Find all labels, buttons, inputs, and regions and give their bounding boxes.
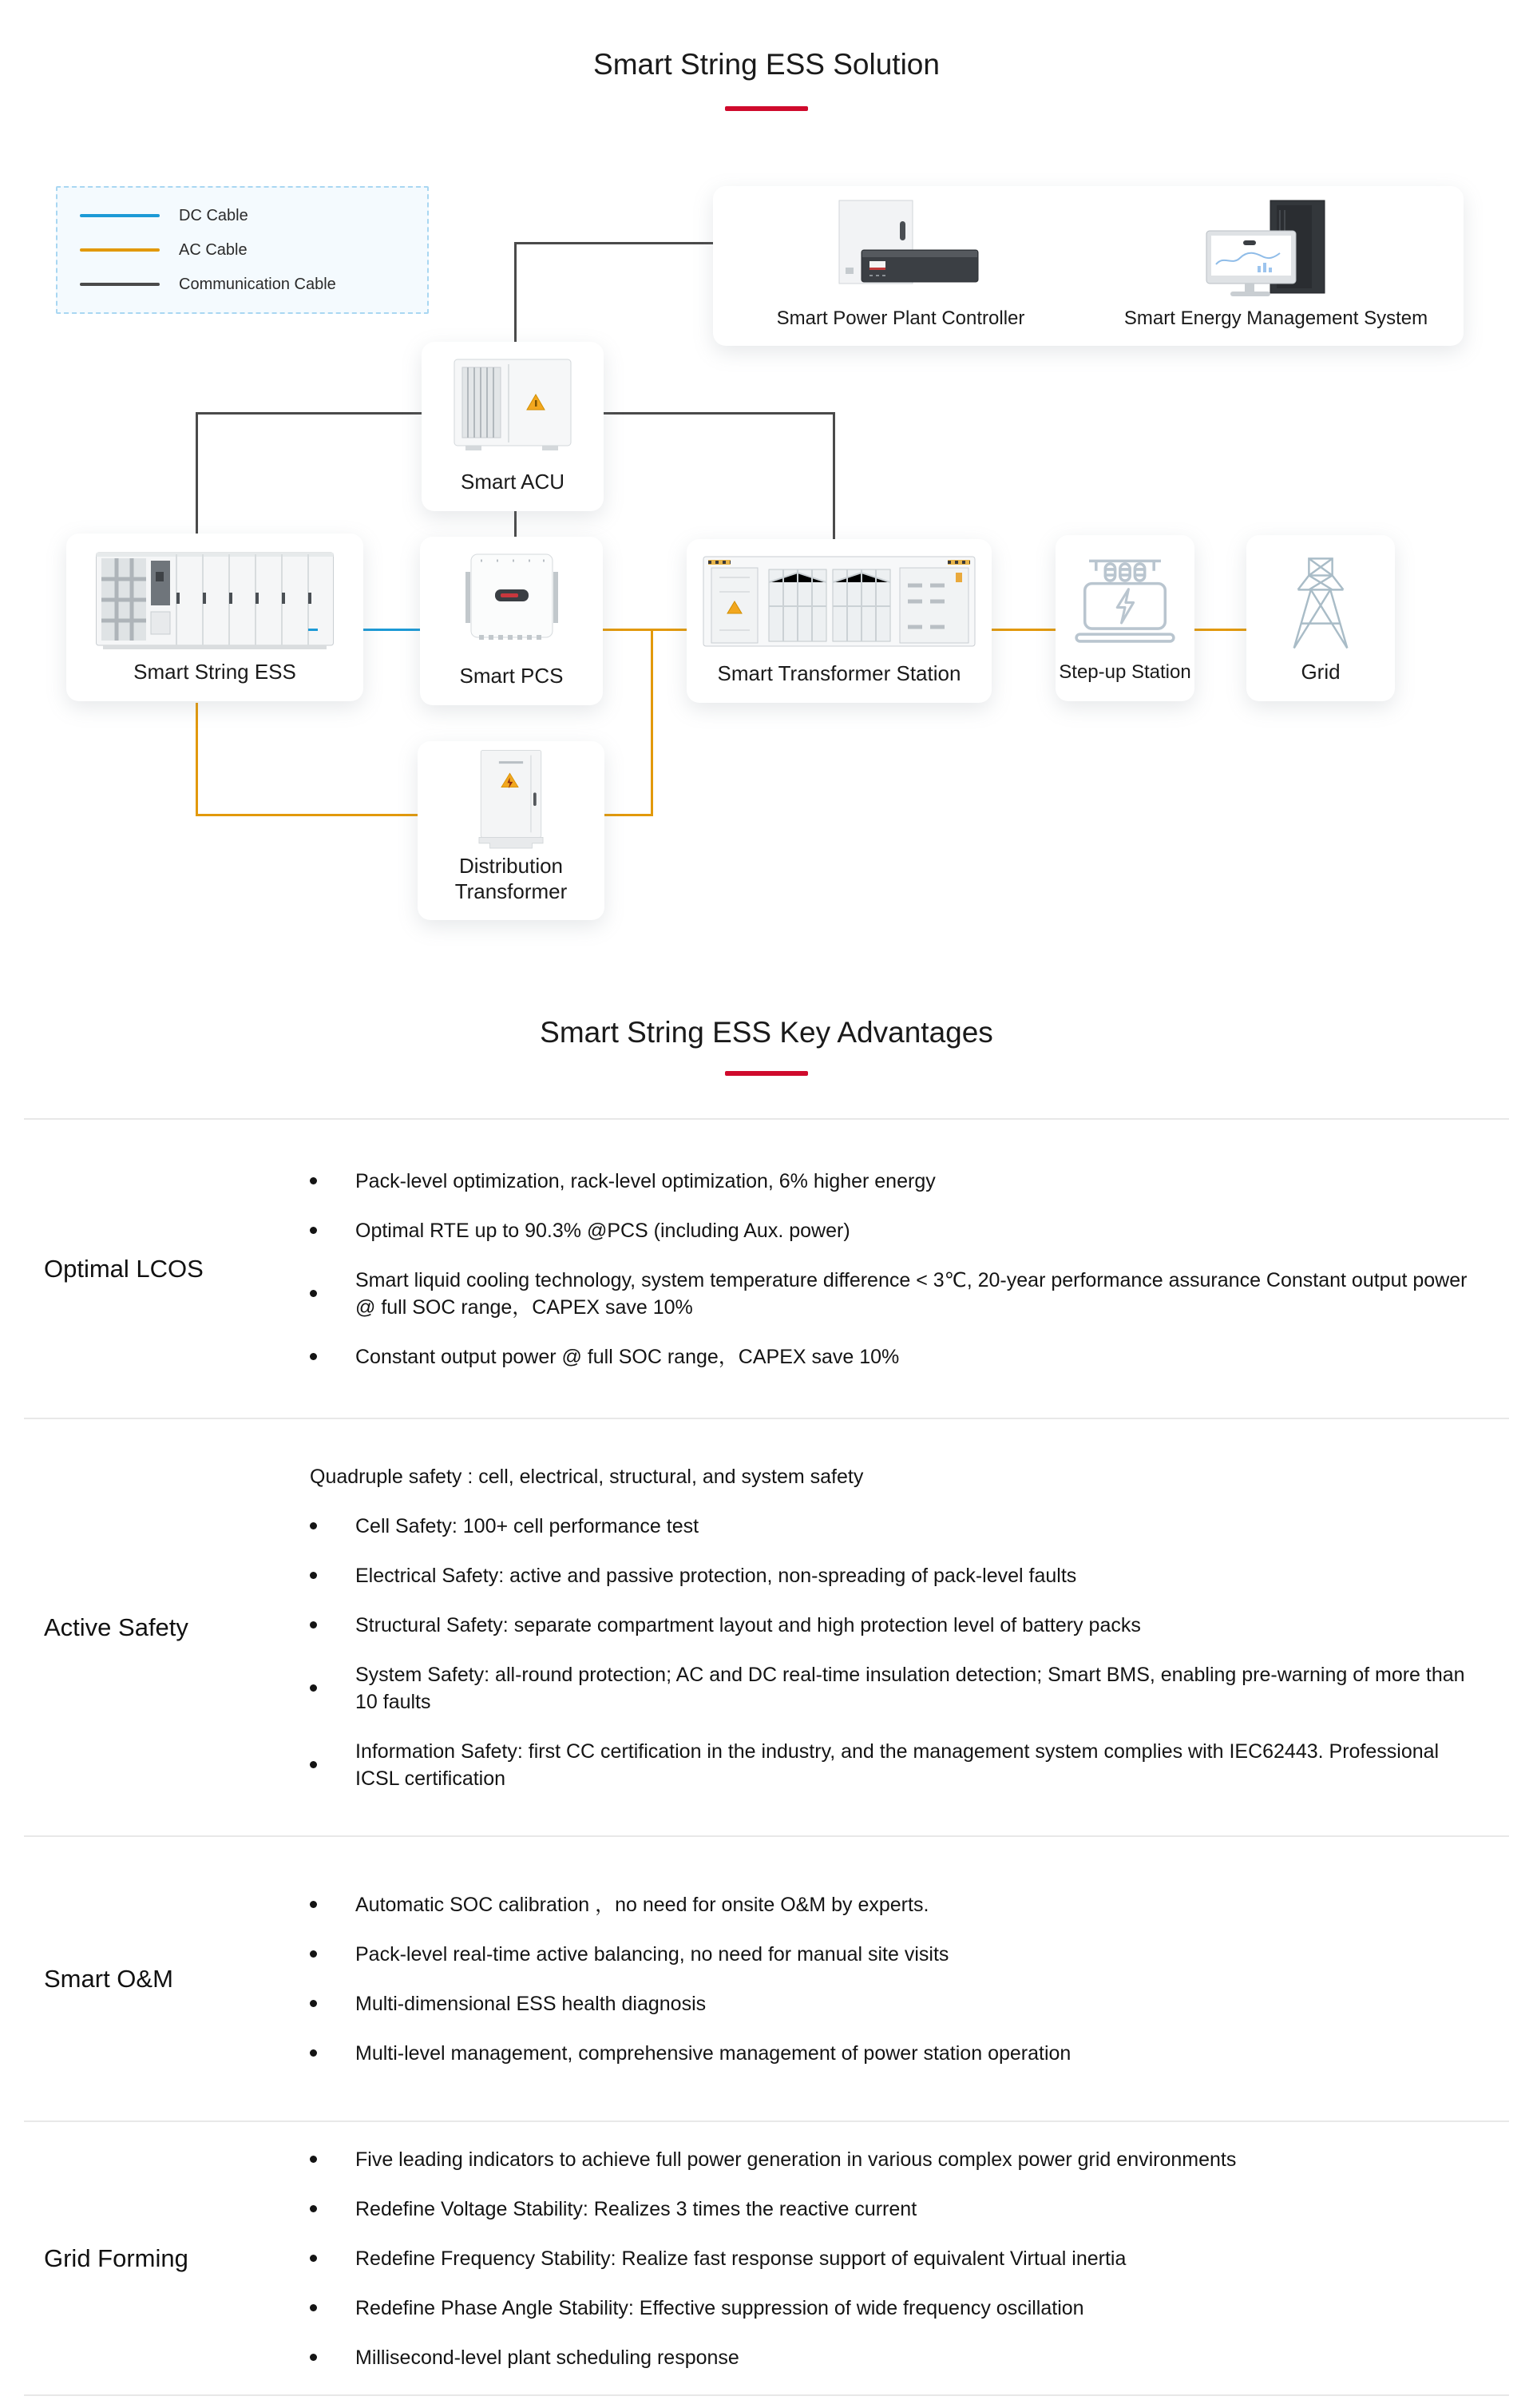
node-label: Distribution Transformer xyxy=(454,854,568,903)
advantage-list xyxy=(310,1168,1509,1371)
ac-cable-line xyxy=(196,703,198,816)
smart-power-plant-controller-illustration xyxy=(817,199,984,293)
advantages-title: Smart String ESS Key Advantages xyxy=(540,1016,993,1049)
node-label: Smart Power Plant Controller xyxy=(776,307,1025,329)
advantage-item: System Safety: all-round protection; AC and DC real-time insulation detection; Smart BMS, enabling pre-warning of more than 10 faults xyxy=(310,1661,1509,1716)
bullet-icon xyxy=(310,2304,317,2311)
node-label: Smart Energy Management System xyxy=(1123,307,1428,329)
advantage-item: Pack-level optimization, rack-level optimization, 6% higher energy xyxy=(310,1168,1509,1195)
node-smart-transformer-station xyxy=(687,539,992,703)
bullet-icon xyxy=(310,1761,317,1768)
node-label: Smart PCS xyxy=(459,664,564,688)
smart-acu-illustration xyxy=(453,356,572,454)
section-label: Optimal LCOS xyxy=(44,1254,204,1283)
communication-cable-swatch xyxy=(80,283,160,286)
legend-row-dc xyxy=(80,207,427,225)
legend-label: AC Cable xyxy=(179,240,248,259)
node-smart-energy-management-system xyxy=(1088,186,1464,346)
node-label: Smart ACU xyxy=(460,470,565,494)
section-label: Grid Forming xyxy=(44,2243,188,2272)
legend-row-ac xyxy=(80,241,427,260)
advantage-item: Multi-level management, comprehensive management of power station operation xyxy=(310,2040,1509,2067)
node-smart-pcs xyxy=(420,537,603,705)
solution-title-underline xyxy=(725,106,808,111)
communication-cable-line xyxy=(516,242,713,244)
advantage-item: Five leading indicators to achieve full power generation in various complex power grid environments xyxy=(310,2146,1509,2173)
communication-cable-line xyxy=(514,242,517,343)
bullet-icon xyxy=(310,2354,317,2361)
bullet-icon xyxy=(310,1177,317,1184)
advantage-item: Cell Safety: 100+ cell performance test xyxy=(310,1513,1509,1540)
bullet-icon xyxy=(310,1684,317,1692)
advantage-item: Redefine Phase Angle Stability: Effective suppression of wide frequency oscillation xyxy=(310,2295,1509,2322)
advantage-list xyxy=(310,1513,1509,1792)
bullet-icon xyxy=(310,1227,317,1234)
section-smart-om xyxy=(24,1835,1509,2120)
communication-cable-line xyxy=(196,412,422,415)
bullet-icon xyxy=(310,2000,317,2007)
ac-cable-line xyxy=(1194,629,1246,631)
smart-string-ess-illustration xyxy=(95,548,335,653)
dc-cable-line xyxy=(308,629,318,631)
communication-cable-line xyxy=(514,511,517,538)
node-label: Smart String ESS xyxy=(133,660,296,684)
grid-tower-illustration xyxy=(1269,549,1373,653)
communication-cable-line xyxy=(196,412,198,535)
ac-cable-line xyxy=(651,631,653,816)
advantage-item: Smart liquid cooling technology, system temperature difference < 3℃, 20-year performance assurance Constant output power @ full SOC range，CAPEX save 10% xyxy=(310,1267,1509,1321)
dc-cable-swatch xyxy=(80,214,160,217)
advantage-item: Multi-dimensional ESS health diagnosis xyxy=(310,1990,1509,2017)
node-label: Grid xyxy=(1301,660,1341,684)
advantage-item: Millisecond-level plant scheduling response xyxy=(310,2344,1509,2371)
node-controller-ems-card xyxy=(713,186,1464,346)
bullet-icon xyxy=(310,1621,317,1628)
smart-transformer-station-illustration xyxy=(702,553,976,651)
node-smart-string-ess xyxy=(66,534,363,701)
legend-row-communication xyxy=(80,276,427,294)
advantage-item: Constant output power @ full SOC range，CAPEX save 10% xyxy=(310,1343,1509,1371)
advantage-item: Structural Safety: separate compartment layout and high protection level of battery packs xyxy=(310,1612,1509,1639)
bullet-icon xyxy=(310,1950,317,1958)
advantages-title-underline xyxy=(725,1071,808,1076)
node-label: Step-up Station xyxy=(1059,661,1191,683)
communication-cable-line xyxy=(604,412,835,415)
section-grid-forming xyxy=(24,2120,1509,2396)
ac-cable-line xyxy=(992,629,1056,631)
advantage-item: Electrical Safety: active and passive protection, non-spreading of pack-level faults xyxy=(310,1562,1509,1589)
node-distribution-transformer xyxy=(418,741,604,920)
smart-energy-management-system-illustration xyxy=(1200,199,1352,301)
section-active-safety xyxy=(24,1418,1509,1835)
advantage-item: Redefine Voltage Stability: Realizes 3 times the reactive current xyxy=(310,2196,1509,2223)
bullet-icon xyxy=(310,1522,317,1529)
bullet-icon xyxy=(310,1572,317,1579)
advantage-item: Optimal RTE up to 90.3% @PCS (including Aux. power) xyxy=(310,1217,1509,1244)
bullet-icon xyxy=(310,2049,317,2057)
node-smart-acu xyxy=(422,342,604,511)
distribution-transformer-illustration xyxy=(451,749,571,853)
step-up-station-illustration xyxy=(1065,549,1185,649)
node-step-up-station xyxy=(1056,535,1194,701)
section-label: Smart O&M xyxy=(44,1964,173,1993)
bullet-icon xyxy=(310,2205,317,2212)
node-grid xyxy=(1246,535,1395,701)
bullet-icon xyxy=(310,1290,317,1297)
section-intro: Quadruple safety : cell, electrical, structural, and system safety xyxy=(310,1465,864,1488)
advantage-item: Automatic SOC calibration ，no need for onsite O&M by experts. xyxy=(310,1891,1509,1918)
advantage-item: Pack-level real-time active balancing, no need for manual site visits xyxy=(310,1941,1509,1968)
smart-pcs-illustration xyxy=(463,551,561,647)
bullet-icon xyxy=(310,2156,317,2163)
cable-legend xyxy=(56,186,429,314)
bullet-icon xyxy=(310,1353,317,1360)
dc-cable-line xyxy=(363,629,420,631)
advantage-list xyxy=(310,1891,1509,2067)
advantages-table xyxy=(24,1118,1509,2396)
communication-cable-line xyxy=(833,412,835,541)
advantage-item: Redefine Frequency Stability: Realize fast response support of equivalent Virtual inertia xyxy=(310,2245,1509,2272)
legend-label: DC Cable xyxy=(179,206,248,224)
ac-cable-swatch xyxy=(80,248,160,252)
advantage-item: Information Safety: first CC certification in the industry, and the management system complies with IEC62443. Professional ICSL certification xyxy=(310,1738,1509,1792)
advantage-list xyxy=(310,2146,1509,2371)
node-label: Smart Transformer Station xyxy=(717,661,961,685)
ac-cable-line xyxy=(603,629,687,631)
legend-label: Communication Cable xyxy=(179,275,336,293)
bullet-icon xyxy=(310,1901,317,1908)
bullet-icon xyxy=(310,2255,317,2262)
section-label: Active Safety xyxy=(44,1613,188,1641)
solution-title: Smart String ESS Solution xyxy=(593,48,940,81)
node-smart-power-plant-controller xyxy=(713,186,1088,346)
section-optimal-lcos xyxy=(24,1118,1509,1418)
